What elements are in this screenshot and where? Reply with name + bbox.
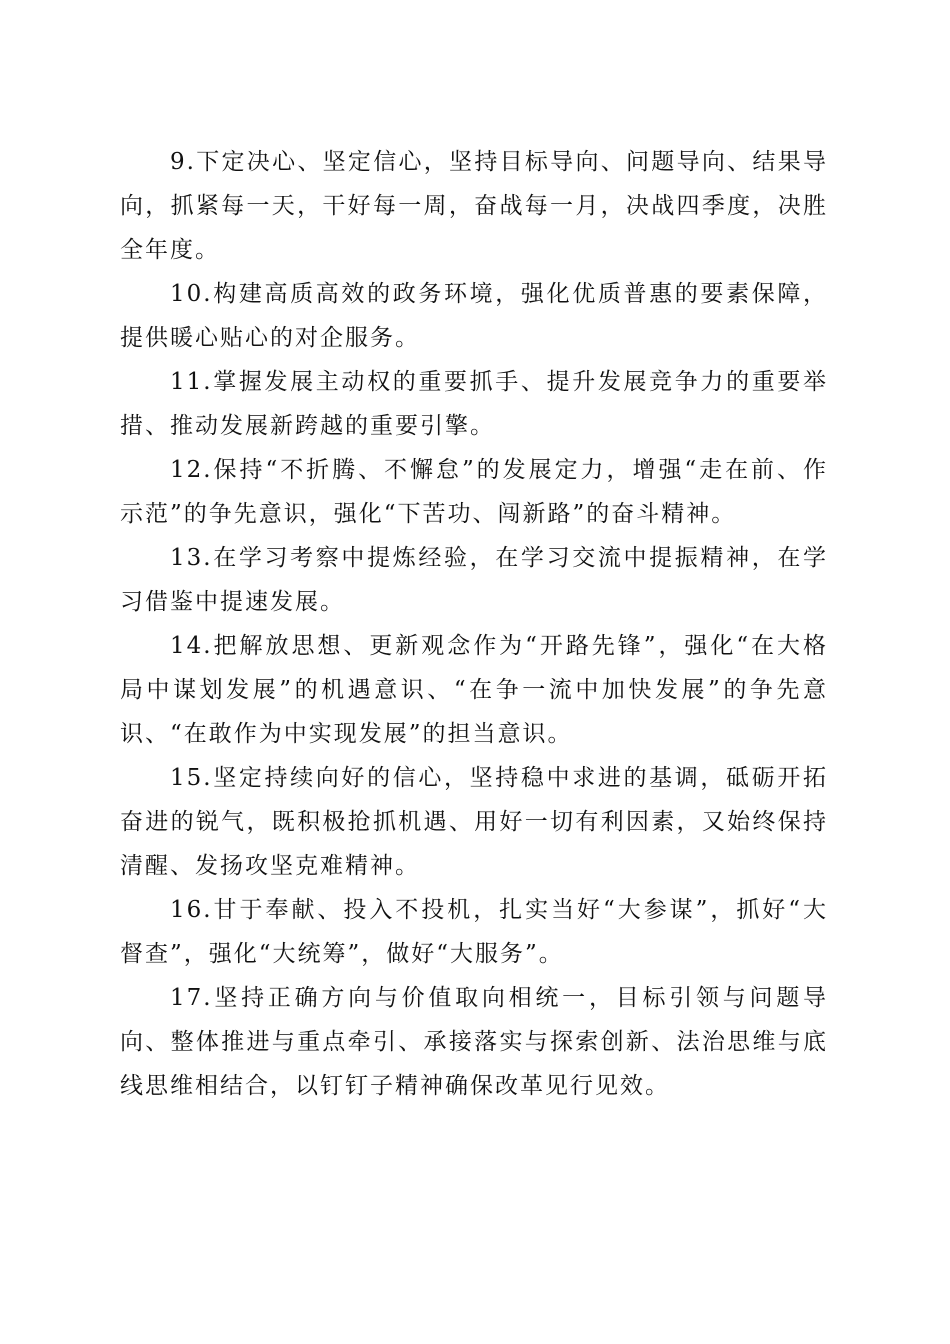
paragraph-17: 17.坚持正确方向与价值取向相统一，目标引领与问题导向、整体推进与重点牵引、承接落实与探索创新、法治思维与底线思维相结合，以钉钉子精神确保改革见行见效。 <box>120 985 828 1099</box>
paragraph-9: 9.下定决心、坚定信心，坚持目标导向、问题导向、结果导向，抓紧每一天，干好每一周，奋战每一月，决战四季度，决胜全年度。 <box>120 149 828 263</box>
paragraph-11: 11.掌握发展主动权的重要抓手、提升发展竞争力的重要举措、推动发展新跨越的重要引擎。 <box>120 369 828 439</box>
paragraph-14: 14.把解放思想、更新观念作为“开路先锋”，强化“在大格局中谋划发展”的机遇意识、“在争一流中加快发展”的争先意识、“在敢作为中实现发展”的担当意识。 <box>120 633 828 747</box>
paragraph-13: 13.在学习考察中提炼经验，在学习交流中提振精神，在学习借鉴中提速发展。 <box>120 545 828 615</box>
document-body <box>120 140 828 1108</box>
paragraph-16: 16.甘于奉献、投入不投机，扎实当好“大参谋”，抓好“大督查”，强化“大统筹”，做好“大服务”。 <box>120 897 828 967</box>
paragraph-12: 12.保持“不折腾、不懈怠”的发展定力，增强“走在前、作示范”的争先意识，强化“下苦功、闯新路”的奋斗精神。 <box>120 457 828 527</box>
paragraph-10: 10.构建高质高效的政务环境，强化优质普惠的要素保障，提供暖心贴心的对企服务。 <box>120 281 828 351</box>
paragraph-15: 15.坚定持续向好的信心，坚持稳中求进的基调，砥砺开拓奋进的锐气，既积极抢抓机遇、用好一切有利因素，又始终保持清醒、发扬攻坚克难精神。 <box>120 765 828 879</box>
